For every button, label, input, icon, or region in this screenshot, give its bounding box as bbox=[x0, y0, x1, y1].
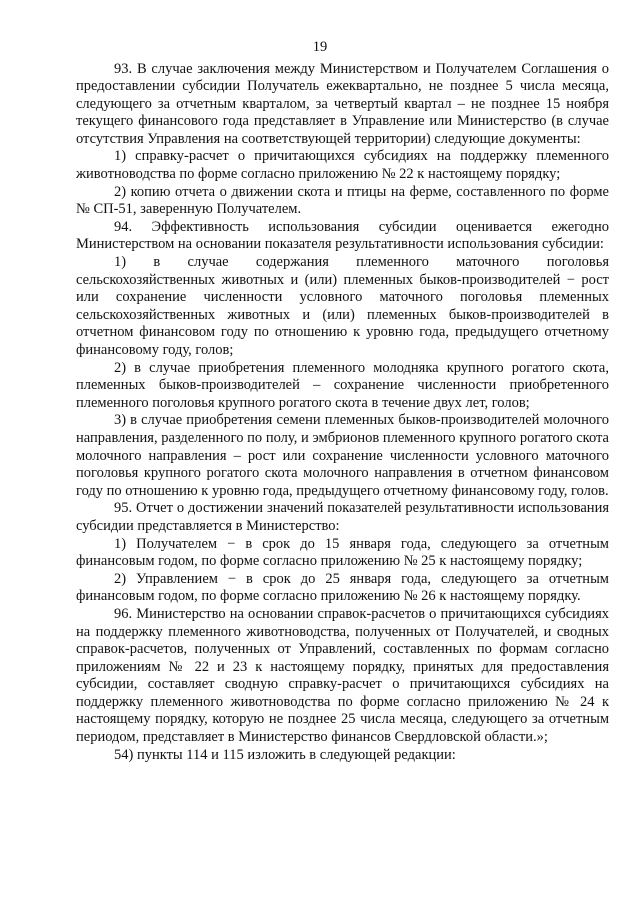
page-number: 19 bbox=[312, 39, 328, 55]
paragraph-94-item-3: 3) в случае приобретения семени племенных быков-производителей молочного направления, разделенного по полу, и эмбрионов племенного крупного рогатого скота молочного направления – рост или сохранение численности условного маточного поголовья крупного рогатого скота молочного направления в отчетном финансовом году по отношению к уровню года, предыдущего отчетному финансовому году, голов. bbox=[76, 412, 609, 499]
paragraph-95: 95. Отчет о достижении значений показателей результативности использования субсидии представляется в Министерство: bbox=[76, 500, 609, 534]
amendment-item-54: 54) пункты 114 и 115 изложить в следующей редакции: bbox=[114, 746, 456, 763]
paragraph-93: 93. В случае заключения между Министерством и Получателем Соглашения о предоставлении субсидии Получатель ежеквартально, не позднее 5 числа месяца, следующего за отчетным кварталом, за четвертый квартал – не позднее 15 ноября текущего финансового года представляет в Управление или Министерство (в случае отсутствия Управления на соответствующей территории) следующие документы: bbox=[76, 60, 609, 147]
paragraph-93-item-1: 1) справку-расчет о причитающихся субсидиях на поддержку племенного животноводства по форме согласно приложению № 22 к настоящему порядку; bbox=[76, 148, 609, 183]
paragraph-95-item-1: 1) Получателем − в срок до 15 января года, следующего за отчетным финансовым годом, по форме согласно приложению № 25 к настоящему порядку; bbox=[76, 535, 609, 570]
paragraph-96: 96. Министерство на основании справок-расчетов о причитающихся субсидиях на поддержку племенного животноводства, полученных от Получателей, и сводных справок-расчетов, полученных от Управлений, составленных по формам согласно приложениям № 22 и 23 к настоящему порядку, принятых для предоставления субсидии, составляет сводную справку-расчет о причитающихся субсидиях на поддержку племенного животноводства по форме согласно приложению № 24 к настоящему порядку, которую не позднее 25 числа месяца, следующего за отчетным периодом, представляет в Министерство финансов Свердловской области.»; bbox=[76, 605, 609, 746]
paragraph-95-item-2: 2) Управлением − в срок до 25 января года, следующего за отчетным финансовым годом, по форме согласно приложению № 26 к настоящему порядку. bbox=[76, 570, 609, 605]
paragraph-94-item-1: 1) в случае содержания племенного маточного поголовья сельскохозяйственных животных и (или) племенных быков-производителей − рост или сохранение численности условного маточного поголовья племенных сельскохозяйственных животных и (или) племенных быков-производителей в отчетном финансовом году по отношению к уровню года, предыдущего отчетному финансовому году, голов; bbox=[76, 254, 609, 358]
paragraph-94-item-2: 2) в случае приобретения племенного молодняка крупного рогатого скота, племенных быков-производителей – сохранение численности приобретенного племенного поголовья крупного рогатого скота в течение двух лет, голов; bbox=[76, 359, 609, 411]
paragraph-93-item-2: 2) копию отчета о движении скота и птицы на ферме, составленного по форме № СП-51, заверенную Получателем. bbox=[76, 183, 609, 218]
document-body bbox=[76, 61, 609, 765]
paragraph-94: 94. Эффективность использования субсидии оценивается ежегодно Министерством на основании показателя результативности использования субсидии: bbox=[76, 218, 609, 253]
